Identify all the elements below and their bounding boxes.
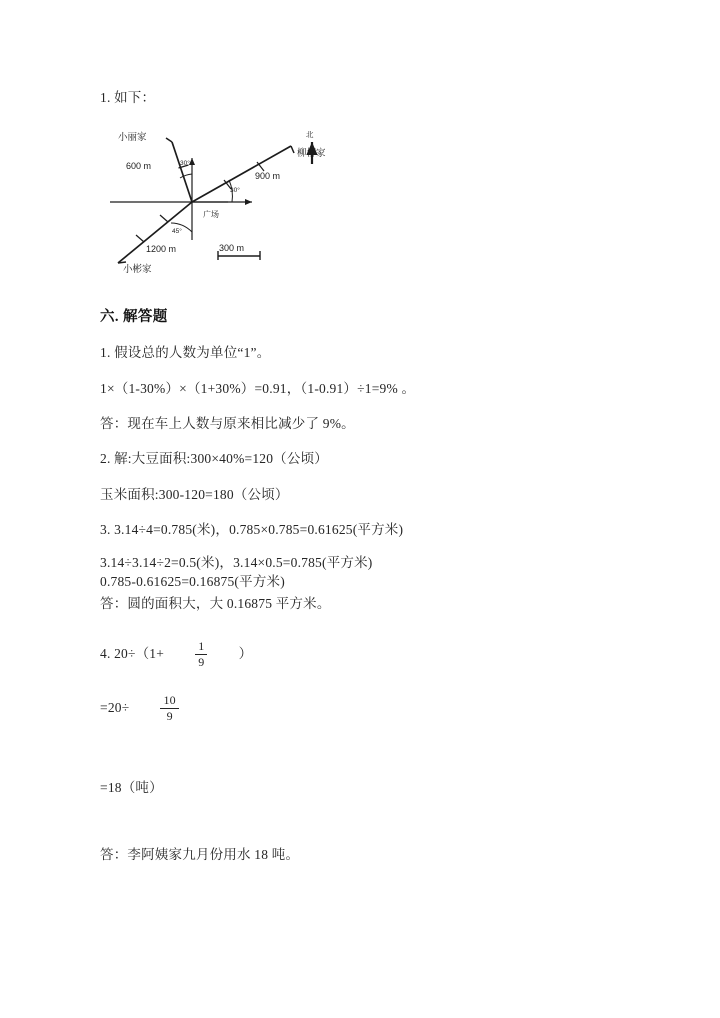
problem-3-line-3: 0.785-0.61625=0.16875(平方米) (100, 574, 285, 589)
label-liuliu: 柳柳家 (297, 148, 326, 159)
angle-arc-xiaoli (180, 174, 192, 178)
location-diagram-svg (100, 120, 360, 275)
distance-xiaobin: 1200 m (146, 244, 177, 254)
angle-xiaobin: 45° (172, 228, 182, 235)
problem-3-line-1: 3. 3.14÷4=0.785(米)，0.785×0.785=0.61625(平方米) (100, 522, 404, 537)
problem-4-step-2 (100, 695, 181, 723)
fraction-denominator: 9 (166, 708, 173, 723)
scale-bar-label: 300 m (219, 243, 245, 253)
distance-liuliu: 900 m (255, 171, 281, 181)
problem-4-step-2-prefix: =20÷ (100, 700, 130, 716)
problem-1-line-1: 1. 假设总的人数为单位“1”。 (100, 345, 271, 360)
problem-2-line-2: 玉米面积:300-120=180（公顷） (100, 487, 289, 502)
fraction-one-ninth (195, 640, 207, 668)
answer-label-1: 1. 如下： (100, 90, 156, 105)
angle-xiaoli: 30° (180, 160, 190, 167)
fraction-numerator: 1 (198, 639, 205, 653)
ray-xiaoli (166, 138, 192, 202)
problem-3-line-2: 3.14÷3.14÷2=0.5(米)，3.14×0.5=0.785(平方米) (100, 555, 373, 570)
angle-liuliu: 30° (230, 187, 240, 194)
problem-1-line-2: 1×（1-30%）×（1+30%）=0.91，（1-0.91）÷1=9% 。 (100, 381, 416, 396)
distance-xiaoli: 600 m (126, 161, 152, 171)
label-center-plaza: 广场 (203, 210, 219, 219)
fraction-denominator: 9 (198, 654, 205, 669)
problem-4-step-1-suffix: ） (238, 646, 253, 662)
problem-2-line-1: 2. 解:大豆面积:300×40%=120（公顷） (100, 451, 328, 466)
problem-4-step-3: =18（吨） (100, 780, 163, 795)
label-xiaoli: 小丽家 (118, 132, 147, 143)
fraction-numerator: 10 (163, 693, 176, 707)
section-heading-six: 六. 解答题 (100, 309, 168, 325)
problem-4-step-1 (100, 641, 252, 669)
label-xiaobin: 小彬家 (123, 264, 152, 275)
problem-4-answer: 答：李阿姨家九月份用水 18 吨。 (100, 847, 300, 862)
fraction-ten-ninths (160, 694, 178, 722)
problem-1-answer: 答：现在车上人数与原来相比减少了 9%。 (100, 416, 355, 431)
problem-3-answer: 答：圆的面积大，大 0.16875 平方米。 (100, 596, 331, 611)
label-north: 北 (306, 130, 314, 139)
location-diagram (100, 120, 360, 275)
problem-4-step-1-prefix: 4. 20÷（1+ (100, 646, 165, 662)
